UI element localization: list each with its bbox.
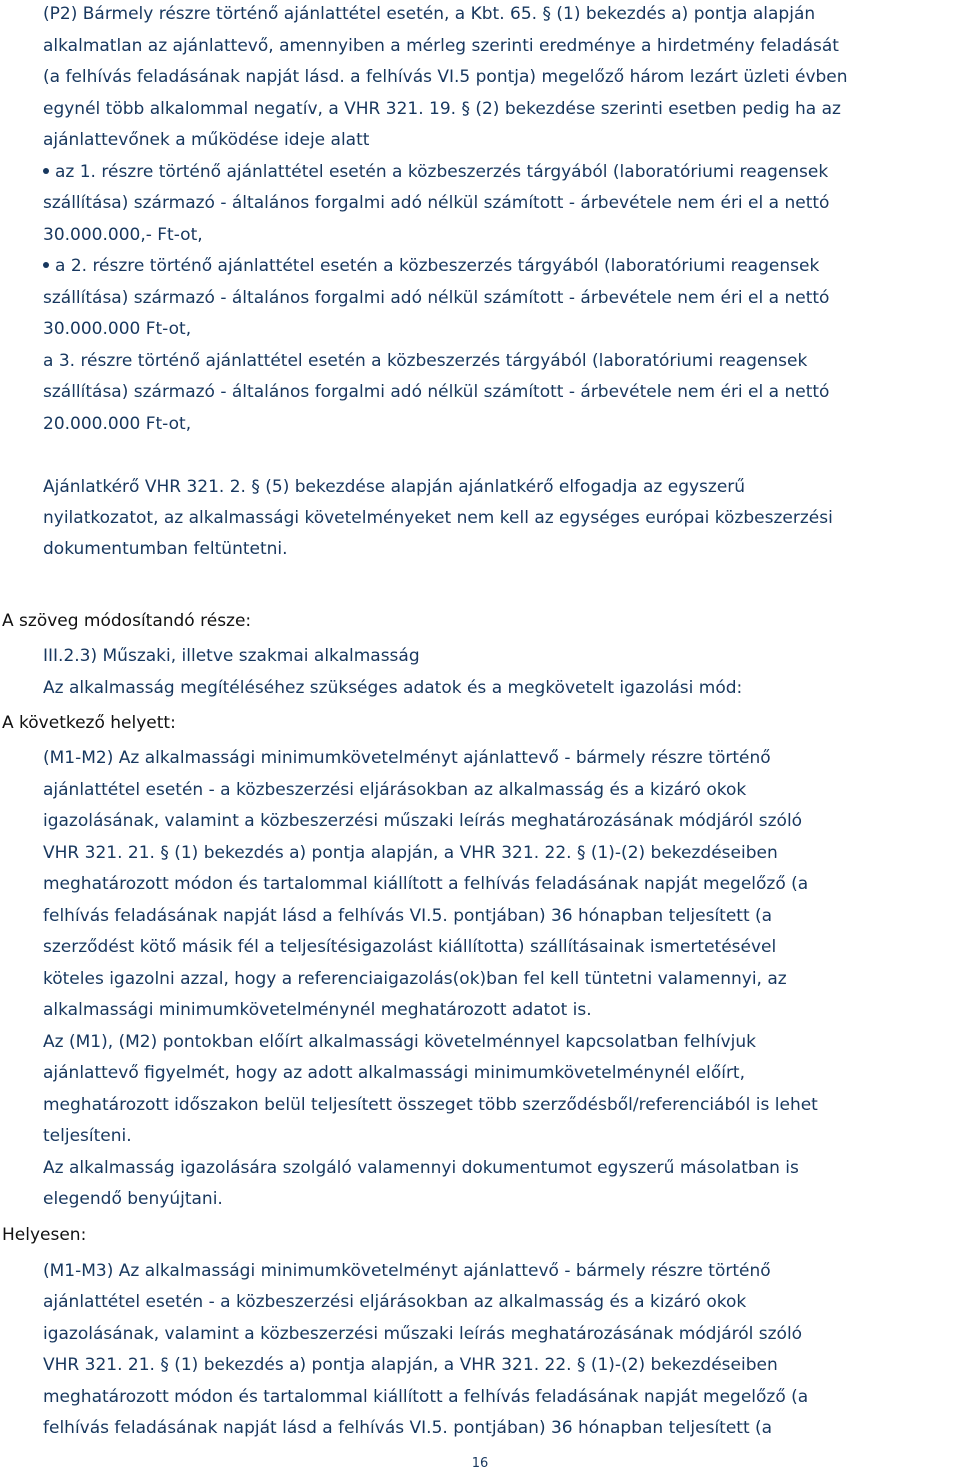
p2-line: ajánlattevőnek a működése ideje alatt [43, 130, 370, 150]
kovetkezo-line: igazolásának, valamint a közbeszerzési műszaki leírás meghatározásának módjáról szóló [43, 811, 803, 831]
bullet-line: 30.000.000 Ft-ot, [43, 319, 192, 339]
bullet-icon [43, 168, 49, 174]
kovetkezo-line: elegendő benyújtani. [43, 1189, 223, 1209]
kovetkezo-line: teljesíteni. [43, 1126, 132, 1146]
p2-line: (P2) Bármely részre történő ajánlattétel esetén, a Kbt. 65. § (1) bekezdés a) pontja alapján [43, 4, 816, 24]
section-subtitle: Az alkalmasság megítéléséhez szükséges adatok és a megkövetelt igazolási mód: [43, 678, 743, 698]
part3-line: a 3. részre történő ajánlattétel esetén a közbeszerzés tárgyából (laboratóriumi reagensek [43, 351, 808, 371]
bullet-line: szállítása) származó - általános forgalmi adó nélkül számított - árbevétele nem éri el a nettó [43, 193, 830, 213]
helyesen-line: felhívás feladásának napját lásd a felhívás VI.5. pontjában) 36 hónapban teljesített (a [43, 1418, 773, 1438]
bullet-line: 30.000.000,- Ft-ot, [43, 225, 203, 245]
helyesen-line: ajánlattétel esetén - a közbeszerzési eljárásokban az alkalmasság és a kizáró okok [43, 1292, 747, 1312]
modositando-heading: A szöveg módosítandó része: [2, 611, 252, 631]
kovetkezo-heading: A következő helyett: [2, 713, 176, 733]
section-reference: III.2.3) Műszaki, illetve szakmai alkalmasság [43, 646, 420, 666]
bullet-text: a 2. részre történő ajánlattétel esetén a közbeszerzés tárgyából (laboratóriumi reagensek [55, 256, 820, 276]
part3-line: 20.000.000 Ft-ot, [43, 414, 192, 434]
kovetkezo-line: ajánlattétel esetén - a közbeszerzési eljárásokban az alkalmasság és a kizáró okok [43, 780, 747, 800]
page-number: 16 [471, 1456, 489, 1471]
kovetkezo-line: Az (M1), (M2) pontokban előírt alkalmassági követelménnyel kapcsolatban felhívjuk [43, 1032, 756, 1052]
ajanlatkero-line: Ajánlatkérő VHR 321. 2. § (5) bekezdése alapján ajánlatkérő elfogadja az egyszerű [43, 477, 746, 497]
bullet-icon [43, 262, 49, 268]
ajanlatkero-line: dokumentumban feltüntetni. [43, 539, 288, 559]
kovetkezo-line: meghatározott módon és tartalommal kiállított a felhívás feladásának napját megelőző (a [43, 874, 809, 894]
helyesen-line: igazolásának, valamint a közbeszerzési műszaki leírás meghatározásának módjáról szóló [43, 1324, 803, 1344]
kovetkezo-line: ajánlattevő figyelmét, hogy az adott alkalmassági minimumkövetelménynél előírt, [43, 1063, 745, 1083]
kovetkezo-line: alkalmassági minimumkövetelménynél meghatározott adatot is. [43, 1000, 592, 1020]
part3-line: szállítása) származó - általános forgalmi adó nélkül számított - árbevétele nem éri el a nettó [43, 382, 830, 402]
ajanlatkero-line: nyilatkozatot, az alkalmassági követelményeket nem kell az egységes európai közbeszerzési [43, 508, 833, 528]
helyesen-heading: Helyesen: [2, 1225, 87, 1245]
kovetkezo-line: meghatározott időszakon belül teljesített összeget több szerződésből/referenciából is lehet [43, 1095, 818, 1115]
kovetkezo-line: szerződést kötő másik fél a teljesítésigazolást kiállította) szállításainak ismertetésével [43, 937, 777, 957]
bullet-item-2 [43, 255, 819, 277]
bullet-item-1 [43, 161, 828, 183]
p2-line: egynél több alkalommal negatív, a VHR 321. 19. § (2) bekezdése szerinti esetben pedig ha az [43, 99, 841, 119]
helyesen-line: meghatározott módon és tartalommal kiállított a felhívás feladásának napját megelőző (a [43, 1387, 809, 1407]
p2-line: alkalmatlan az ajánlattevő, amennyiben a mérleg szerinti eredménye a hirdetmény feladását [43, 36, 839, 56]
kovetkezo-line: felhívás feladásának napját lásd a felhívás VI.5. pontjában) 36 hónapban teljesített (a [43, 906, 773, 926]
helyesen-line: (M1-M3) Az alkalmassági minimumkövetelményt ajánlattevő - bármely részre történő [43, 1261, 771, 1281]
kovetkezo-line: (M1-M2) Az alkalmassági minimumkövetelményt ajánlattevő - bármely részre történő [43, 748, 771, 768]
kovetkezo-line: köteles igazolni azzal, hogy a referenciaigazolás(ok)ban fel kell tüntetni valamennyi, az [43, 969, 787, 989]
p2-line: (a felhívás feladásának napját lásd. a felhívás VI.5 pontja) megelőző három lezárt üzleti évben [43, 67, 848, 87]
helyesen-line: VHR 321. 21. § (1) bekezdés a) pontja alapján, a VHR 321. 22. § (1)-(2) bekezdéseiben [43, 1355, 778, 1375]
kovetkezo-line: VHR 321. 21. § (1) bekezdés a) pontja alapján, a VHR 321. 22. § (1)-(2) bekezdéseiben [43, 843, 778, 863]
kovetkezo-line: Az alkalmasság igazolására szolgáló valamennyi dokumentumot egyszerű másolatban is [43, 1158, 799, 1178]
bullet-text: az 1. részre történő ajánlattétel esetén a közbeszerzés tárgyából (laboratóriumi reagensek [55, 162, 829, 182]
bullet-line: szállítása) származó - általános forgalmi adó nélkül számított - árbevétele nem éri el a nettó [43, 288, 830, 308]
